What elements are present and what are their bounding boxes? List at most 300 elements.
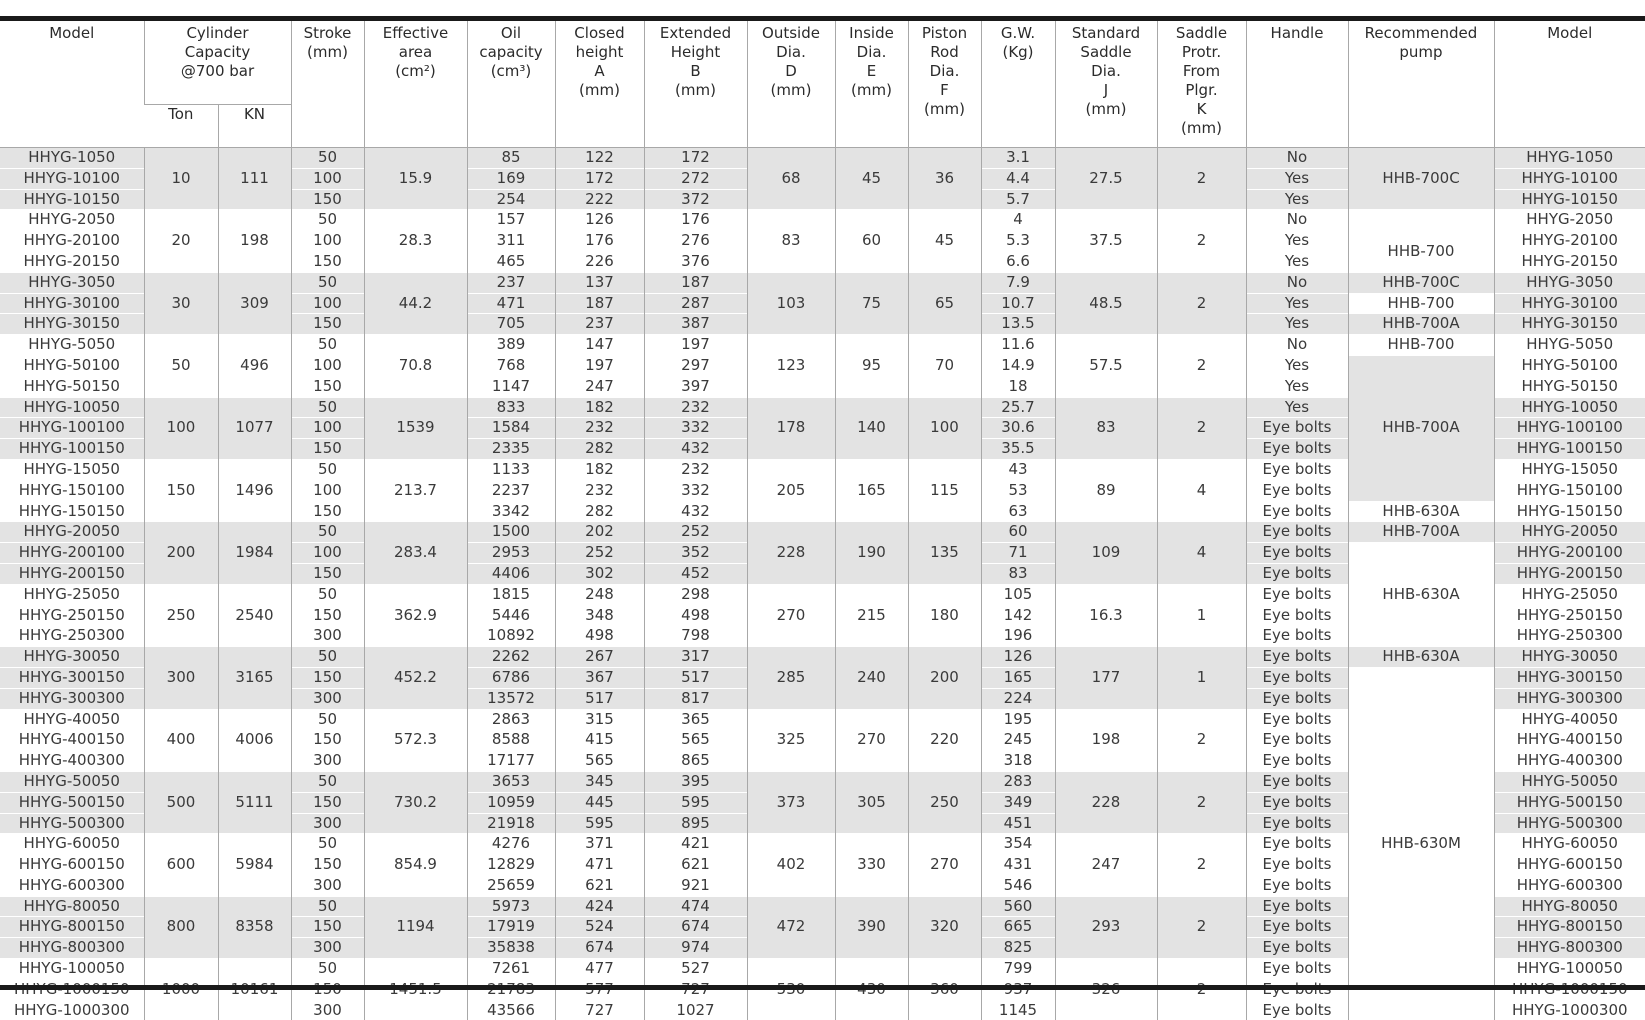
handle-cell: Yes <box>1246 376 1348 397</box>
handle-cell: No <box>1246 335 1348 356</box>
handle-cell: Eye bolts <box>1246 501 1348 522</box>
gross-weight-cell: 546 <box>981 875 1055 896</box>
oil-capacity-cell: 35838 <box>467 938 555 959</box>
extended-height-cell: 621 <box>644 855 747 876</box>
outside-dia-cell: 285 <box>747 647 835 709</box>
oil-capacity-cell: 1147 <box>467 376 555 397</box>
saddle-protrusion-cell: 4 <box>1157 459 1246 521</box>
handle-cell: Eye bolts <box>1246 605 1348 626</box>
model-right-cell: HHYG-100150 <box>1494 439 1645 460</box>
closed-height-cell: 424 <box>555 896 644 917</box>
extended-height-cell: 865 <box>644 751 747 772</box>
closed-height-cell: 565 <box>555 751 644 772</box>
stroke-cell: 300 <box>291 938 364 959</box>
ton-cell: 500 <box>144 771 218 833</box>
piston-rod-dia-cell: 320 <box>908 896 981 958</box>
saddle-dia-cell: 37.5 <box>1055 210 1157 272</box>
extended-height-cell: 287 <box>644 293 747 314</box>
inside-dia-cell: 305 <box>835 771 908 833</box>
extended-height-cell: 387 <box>644 314 747 335</box>
gross-weight-cell: 11.6 <box>981 335 1055 356</box>
effective-area-cell: 44.2 <box>364 272 467 334</box>
handle-cell: Eye bolts <box>1246 584 1348 605</box>
outside-dia-cell: 103 <box>747 272 835 334</box>
oil-capacity-cell: 169 <box>467 168 555 189</box>
kn-cell: 198 <box>218 210 291 272</box>
oil-capacity-cell: 17177 <box>467 751 555 772</box>
piston-rod-dia-cell: 100 <box>908 397 981 459</box>
gross-weight-cell: 105 <box>981 584 1055 605</box>
closed-height-cell: 282 <box>555 439 644 460</box>
extended-height-cell: 432 <box>644 439 747 460</box>
kn-cell: 1496 <box>218 459 291 521</box>
oil-capacity-cell: 10959 <box>467 792 555 813</box>
model-cell: HHYG-5050 <box>0 335 144 356</box>
extended-height-cell: 674 <box>644 917 747 938</box>
extended-height-cell: 272 <box>644 168 747 189</box>
stroke-cell: 50 <box>291 584 364 605</box>
ton-cell: 400 <box>144 709 218 771</box>
inside-dia-cell: 95 <box>835 335 908 397</box>
gross-weight-cell: 43 <box>981 459 1055 480</box>
oil-capacity-cell: 1500 <box>467 522 555 543</box>
saddle-dia-cell: 27.5 <box>1055 148 1157 210</box>
recommended-pump-cell: HHB-700C <box>1348 148 1494 210</box>
gross-weight-cell: 5.3 <box>981 231 1055 252</box>
piston-rod-dia-cell: 36 <box>908 148 981 210</box>
extended-height-cell: 817 <box>644 688 747 709</box>
effective-area-cell: 1539 <box>364 397 467 459</box>
recommended-pump-cell: HHB-630A <box>1348 501 1494 522</box>
kn-cell: 496 <box>218 335 291 397</box>
extended-height-cell: 298 <box>644 584 747 605</box>
effective-area-cell: 283.4 <box>364 522 467 584</box>
gross-weight-cell: 165 <box>981 667 1055 688</box>
kn-cell: 5984 <box>218 834 291 896</box>
extended-height-cell: 317 <box>644 647 747 668</box>
ton-cell: 250 <box>144 584 218 646</box>
model-right-cell: HHYG-20050 <box>1494 522 1645 543</box>
closed-height-cell: 226 <box>555 251 644 272</box>
model-cell: HHYG-300300 <box>0 688 144 709</box>
handle-cell: Eye bolts <box>1246 418 1348 439</box>
closed-height-cell: 252 <box>555 543 644 564</box>
handle-cell: Yes <box>1246 251 1348 272</box>
recommended-pump-cell: HHB-700A <box>1348 314 1494 335</box>
header-extended-height: Extended Height B (mm) <box>644 21 747 148</box>
handle-cell: Eye bolts <box>1246 647 1348 668</box>
saddle-dia-cell: 48.5 <box>1055 272 1157 334</box>
extended-height-cell: 798 <box>644 626 747 647</box>
model-right-cell: HHYG-600150 <box>1494 855 1645 876</box>
model-right-cell: HHYG-10050 <box>1494 397 1645 418</box>
model-cell: HHYG-10150 <box>0 189 144 210</box>
extended-height-cell: 197 <box>644 335 747 356</box>
header-cylinder-capacity: Cylinder Capacity @700 bar <box>144 21 291 105</box>
stroke-cell: 150 <box>291 792 364 813</box>
oil-capacity-cell: 21918 <box>467 813 555 834</box>
gross-weight-cell: 10.7 <box>981 293 1055 314</box>
inside-dia-cell: 240 <box>835 647 908 709</box>
model-right-cell: HHYG-200100 <box>1494 543 1645 564</box>
closed-height-cell: 222 <box>555 189 644 210</box>
saddle-dia-cell: 16.3 <box>1055 584 1157 646</box>
closed-height-cell: 137 <box>555 272 644 293</box>
closed-height-cell: 302 <box>555 563 644 584</box>
handle-cell: Eye bolts <box>1246 626 1348 647</box>
extended-height-cell: 452 <box>644 563 747 584</box>
table-row <box>0 522 1645 543</box>
handle-cell: Eye bolts <box>1246 667 1348 688</box>
model-cell: HHYG-150100 <box>0 480 144 501</box>
oil-capacity-cell: 17919 <box>467 917 555 938</box>
gross-weight-cell: 83 <box>981 563 1055 584</box>
handle-cell: Eye bolts <box>1246 813 1348 834</box>
ton-cell: 200 <box>144 522 218 584</box>
model-right-cell: HHYG-800300 <box>1494 938 1645 959</box>
table-row <box>0 335 1645 356</box>
model-cell: HHYG-400300 <box>0 751 144 772</box>
oil-capacity-cell: 705 <box>467 314 555 335</box>
stroke-cell: 150 <box>291 917 364 938</box>
model-cell: HHYG-30100 <box>0 293 144 314</box>
extended-height-cell: 565 <box>644 730 747 751</box>
gross-weight-cell: 53 <box>981 480 1055 501</box>
gross-weight-cell: 451 <box>981 813 1055 834</box>
gross-weight-cell: 560 <box>981 896 1055 917</box>
oil-capacity-cell: 833 <box>467 397 555 418</box>
ton-cell: 20 <box>144 210 218 272</box>
handle-cell: Yes <box>1246 231 1348 252</box>
table-row <box>0 148 1645 169</box>
ton-cell: 30 <box>144 272 218 334</box>
stroke-cell: 150 <box>291 855 364 876</box>
recommended-pump-cell: HHB-700A <box>1348 355 1494 501</box>
effective-area-cell: 572.3 <box>364 709 467 771</box>
header-closed-height: Closed height A (mm) <box>555 21 644 148</box>
model-cell: HHYG-3050 <box>0 272 144 293</box>
recommended-pump-cell: HHB-700 <box>1348 231 1494 273</box>
saddle-protrusion-cell: 2 <box>1157 397 1246 459</box>
oil-capacity-cell: 1133 <box>467 459 555 480</box>
handle-cell: Eye bolts <box>1246 563 1348 584</box>
extended-height-cell: 232 <box>644 397 747 418</box>
model-cell: HHYG-80050 <box>0 896 144 917</box>
gross-weight-cell: 1145 <box>981 1000 1055 1020</box>
effective-area-cell: 854.9 <box>364 834 467 896</box>
model-right-cell: HHYG-50150 <box>1494 376 1645 397</box>
saddle-protrusion-cell: 4 <box>1157 522 1246 584</box>
model-right-cell: HHYG-400150 <box>1494 730 1645 751</box>
extended-height-cell: 297 <box>644 355 747 376</box>
extended-height-cell: 527 <box>644 959 747 980</box>
extended-height-cell: 232 <box>644 459 747 480</box>
effective-area-cell: 1194 <box>364 896 467 958</box>
kn-cell: 8358 <box>218 896 291 958</box>
model-right-cell: HHYG-30050 <box>1494 647 1645 668</box>
model-right-cell: HHYG-30150 <box>1494 314 1645 335</box>
model-right-cell: HHYG-15050 <box>1494 459 1645 480</box>
gross-weight-cell: 18 <box>981 376 1055 397</box>
saddle-dia-cell: 228 <box>1055 771 1157 833</box>
oil-capacity-cell: 8588 <box>467 730 555 751</box>
model-right-cell: HHYG-10100 <box>1494 168 1645 189</box>
extended-height-cell: 595 <box>644 792 747 813</box>
handle-cell: Eye bolts <box>1246 959 1348 980</box>
saddle-dia-cell: 83 <box>1055 397 1157 459</box>
stroke-cell: 150 <box>291 605 364 626</box>
oil-capacity-cell: 311 <box>467 231 555 252</box>
closed-height-cell: 247 <box>555 376 644 397</box>
gross-weight-cell: 431 <box>981 855 1055 876</box>
outside-dia-cell: 178 <box>747 397 835 459</box>
gross-weight-cell: 126 <box>981 647 1055 668</box>
piston-rod-dia-cell: 65 <box>908 272 981 334</box>
closed-height-cell: 248 <box>555 584 644 605</box>
saddle-protrusion-cell: 1 <box>1157 647 1246 709</box>
oil-capacity-cell: 2262 <box>467 647 555 668</box>
table-row <box>0 272 1645 293</box>
piston-rod-dia-cell: 180 <box>908 584 981 646</box>
extended-height-cell: 332 <box>644 480 747 501</box>
saddle-protrusion-cell: 2 <box>1157 335 1246 397</box>
gross-weight-cell: 63 <box>981 501 1055 522</box>
model-cell: HHYG-2050 <box>0 210 144 231</box>
model-cell: HHYG-400150 <box>0 730 144 751</box>
kn-cell: 1984 <box>218 522 291 584</box>
saddle-protrusion-cell: 2 <box>1157 272 1246 334</box>
stroke-cell: 50 <box>291 771 364 792</box>
effective-area-cell: 362.9 <box>364 584 467 646</box>
piston-rod-dia-cell: 70 <box>908 335 981 397</box>
saddle-dia-cell: 177 <box>1055 647 1157 709</box>
outside-dia-cell: 68 <box>747 148 835 210</box>
saddle-dia-cell: 247 <box>1055 834 1157 896</box>
header-recommended-pump: Recommended pump <box>1348 21 1494 148</box>
model-cell: HHYG-30050 <box>0 647 144 668</box>
saddle-dia-cell: 109 <box>1055 522 1157 584</box>
gross-weight-cell: 799 <box>981 959 1055 980</box>
oil-capacity-cell: 3342 <box>467 501 555 522</box>
model-right-cell: HHYG-150150 <box>1494 501 1645 522</box>
handle-cell: Eye bolts <box>1246 855 1348 876</box>
gross-weight-cell: 7.9 <box>981 272 1055 293</box>
inside-dia-cell: 390 <box>835 896 908 958</box>
stroke-cell: 50 <box>291 647 364 668</box>
model-right-cell: HHYG-60050 <box>1494 834 1645 855</box>
stroke-cell: 50 <box>291 210 364 231</box>
closed-height-cell: 367 <box>555 667 644 688</box>
gross-weight-cell: 71 <box>981 543 1055 564</box>
saddle-protrusion-cell: 1 <box>1157 584 1246 646</box>
extended-height-cell: 432 <box>644 501 747 522</box>
handle-cell: Eye bolts <box>1246 480 1348 501</box>
header-oil-capacity: Oil capacity (cm³) <box>467 21 555 148</box>
handle-cell: Eye bolts <box>1246 751 1348 772</box>
oil-capacity-cell: 10892 <box>467 626 555 647</box>
stroke-cell: 150 <box>291 251 364 272</box>
stroke-cell: 100 <box>291 480 364 501</box>
stroke-cell: 100 <box>291 418 364 439</box>
closed-height-cell: 595 <box>555 813 644 834</box>
handle-cell: No <box>1246 210 1348 231</box>
handle-cell: Eye bolts <box>1246 709 1348 730</box>
stroke-cell: 50 <box>291 709 364 730</box>
oil-capacity-cell: 237 <box>467 272 555 293</box>
handle-cell: Eye bolts <box>1246 459 1348 480</box>
handle-cell: Eye bolts <box>1246 688 1348 709</box>
handle-cell: Eye bolts <box>1246 771 1348 792</box>
recommended-pump-cell: HHB-700 <box>1348 335 1494 356</box>
saddle-dia-cell: 293 <box>1055 896 1157 958</box>
header-saddle-dia: Standard Saddle Dia. J (mm) <box>1055 21 1157 148</box>
extended-height-cell: 376 <box>644 251 747 272</box>
header-model: Model <box>0 21 144 148</box>
table-row <box>0 647 1645 668</box>
handle-cell: Yes <box>1246 355 1348 376</box>
closed-height-cell: 232 <box>555 418 644 439</box>
model-cell: HHYG-20150 <box>0 251 144 272</box>
extended-height-cell: 1027 <box>644 1000 747 1020</box>
model-cell: HHYG-25050 <box>0 584 144 605</box>
closed-height-cell: 524 <box>555 917 644 938</box>
piston-rod-dia-cell: 115 <box>908 459 981 521</box>
header-handle: Handle <box>1246 21 1348 148</box>
model-cell: HHYG-500150 <box>0 792 144 813</box>
model-cell: HHYG-1050 <box>0 148 144 169</box>
stroke-cell: 50 <box>291 397 364 418</box>
recommended-pump-cell <box>1348 210 1494 231</box>
oil-capacity-cell: 13572 <box>467 688 555 709</box>
model-cell: HHYG-800150 <box>0 917 144 938</box>
stroke-cell: 150 <box>291 667 364 688</box>
model-right-cell: HHYG-1000300 <box>1494 1000 1645 1020</box>
extended-height-cell: 352 <box>644 543 747 564</box>
stroke-cell: 150 <box>291 314 364 335</box>
stroke-cell: 300 <box>291 688 364 709</box>
stroke-cell: 150 <box>291 439 364 460</box>
stroke-cell: 150 <box>291 376 364 397</box>
model-right-cell: HHYG-20100 <box>1494 231 1645 252</box>
stroke-cell: 50 <box>291 272 364 293</box>
piston-rod-dia-cell: 270 <box>908 834 981 896</box>
outside-dia-cell: 270 <box>747 584 835 646</box>
closed-height-cell: 126 <box>555 210 644 231</box>
model-right-cell: HHYG-300150 <box>1494 667 1645 688</box>
gross-weight-cell: 318 <box>981 751 1055 772</box>
gross-weight-cell: 4.4 <box>981 168 1055 189</box>
outside-dia-cell: 402 <box>747 834 835 896</box>
model-right-cell: HHYG-20150 <box>1494 251 1645 272</box>
closed-height-cell: 182 <box>555 459 644 480</box>
stroke-cell: 50 <box>291 335 364 356</box>
model-cell: HHYG-40050 <box>0 709 144 730</box>
stroke-cell: 300 <box>291 813 364 834</box>
gross-weight-cell: 354 <box>981 834 1055 855</box>
gross-weight-cell: 224 <box>981 688 1055 709</box>
stroke-cell: 300 <box>291 1000 364 1020</box>
gross-weight-cell: 6.6 <box>981 251 1055 272</box>
oil-capacity-cell: 2335 <box>467 439 555 460</box>
handle-cell: Yes <box>1246 397 1348 418</box>
inside-dia-cell: 45 <box>835 148 908 210</box>
stroke-cell: 300 <box>291 626 364 647</box>
kn-cell: 309 <box>218 272 291 334</box>
extended-height-cell: 176 <box>644 210 747 231</box>
closed-height-cell: 187 <box>555 293 644 314</box>
extended-height-cell: 895 <box>644 813 747 834</box>
ton-cell: 800 <box>144 896 218 958</box>
oil-capacity-cell: 85 <box>467 148 555 169</box>
closed-height-cell: 147 <box>555 335 644 356</box>
outside-dia-cell: 205 <box>747 459 835 521</box>
recommended-pump-cell: HHB-630A <box>1348 647 1494 668</box>
oil-capacity-cell: 5446 <box>467 605 555 626</box>
model-right-cell: HHYG-500300 <box>1494 813 1645 834</box>
bottom-rule <box>0 985 1645 990</box>
handle-cell: Eye bolts <box>1246 1000 1348 1020</box>
recommended-pump-cell: HHB-700 <box>1348 293 1494 314</box>
oil-capacity-cell: 4276 <box>467 834 555 855</box>
saddle-protrusion-cell: 2 <box>1157 709 1246 771</box>
extended-height-cell: 332 <box>644 418 747 439</box>
model-cell: HHYG-500300 <box>0 813 144 834</box>
closed-height-cell: 727 <box>555 1000 644 1020</box>
stroke-cell: 50 <box>291 834 364 855</box>
handle-cell: Eye bolts <box>1246 522 1348 543</box>
kn-cell: 3165 <box>218 647 291 709</box>
model-right-cell: HHYG-500150 <box>1494 792 1645 813</box>
model-cell: HHYG-50100 <box>0 355 144 376</box>
stroke-cell: 50 <box>291 522 364 543</box>
model-cell: HHYG-200150 <box>0 563 144 584</box>
recommended-pump-cell: HHB-700A <box>1348 522 1494 543</box>
oil-capacity-cell: 768 <box>467 355 555 376</box>
stroke-cell: 300 <box>291 875 364 896</box>
model-cell: HHYG-50150 <box>0 376 144 397</box>
piston-rod-dia-cell: 200 <box>908 647 981 709</box>
gross-weight-cell: 3.1 <box>981 148 1055 169</box>
oil-capacity-cell: 2863 <box>467 709 555 730</box>
model-right-cell: HHYG-100100 <box>1494 418 1645 439</box>
closed-height-cell: 445 <box>555 792 644 813</box>
header-kn: KN <box>218 105 291 148</box>
model-cell: HHYG-60050 <box>0 834 144 855</box>
outside-dia-cell: 325 <box>747 709 835 771</box>
outside-dia-cell: 472 <box>747 896 835 958</box>
handle-cell: Eye bolts <box>1246 917 1348 938</box>
closed-height-cell: 517 <box>555 688 644 709</box>
kn-cell: 5111 <box>218 771 291 833</box>
piston-rod-dia-cell: 220 <box>908 709 981 771</box>
model-right-cell: HHYG-30100 <box>1494 293 1645 314</box>
closed-height-cell: 182 <box>555 397 644 418</box>
header-ton: Ton <box>144 105 218 148</box>
gross-weight-cell: 196 <box>981 626 1055 647</box>
header-saddle-protrusion: Saddle Protr. From Plgr. K (mm) <box>1157 21 1246 148</box>
gross-weight-cell: 245 <box>981 730 1055 751</box>
ton-cell: 50 <box>144 335 218 397</box>
gross-weight-cell: 142 <box>981 605 1055 626</box>
gross-weight-cell: 25.7 <box>981 397 1055 418</box>
extended-height-cell: 276 <box>644 231 747 252</box>
oil-capacity-cell: 1815 <box>467 584 555 605</box>
effective-area-cell: 213.7 <box>364 459 467 521</box>
model-cell: HHYG-250150 <box>0 605 144 626</box>
header-effective-area: Effective area (cm²) <box>364 21 467 148</box>
effective-area-cell: 15.9 <box>364 148 467 210</box>
closed-height-cell: 267 <box>555 647 644 668</box>
